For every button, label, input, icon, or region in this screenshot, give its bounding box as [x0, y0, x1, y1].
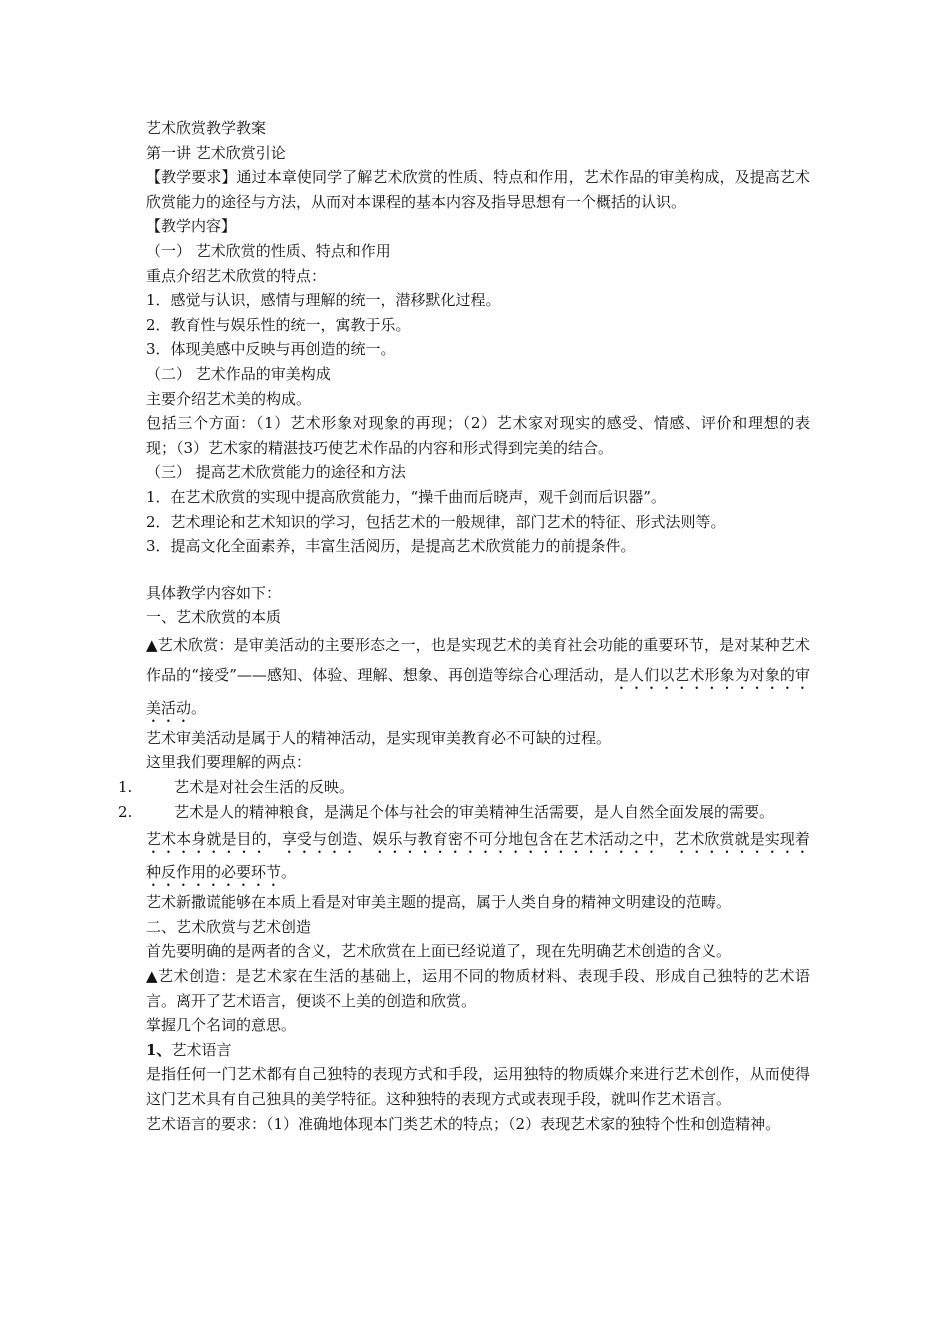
section-3-item: 2．艺术理论和艺术知识的学习，包括艺术的一般规律，部门艺术的特征、形式法则等。 — [146, 512, 726, 531]
aesthetic-activity-text: 艺术审美活动是属于人的精神活动，是实现审美教育必不可缺的过程。 — [146, 728, 612, 747]
part-1-title: 一、艺术欣赏的本质 — [146, 608, 282, 627]
part-2-intro: 首先要明确的是两者的含义，艺术欣赏在上面已经说道了，现在先明确艺术创造的含义。 — [146, 942, 732, 961]
teaching-requirements: 【教学要求】通过本章使同学了解艺术欣赏的性质、特点和作用，艺术作品的审美构成，及提高艺术欣赏能力的途径与方法，从而对本课程的基本内容及指导思想有一个概括的认识。 — [146, 168, 810, 211]
document-title: 艺术欣赏教学教案 — [146, 119, 267, 137]
term-1-title: 艺术语言 — [171, 1040, 232, 1059]
point-number: 2. — [118, 802, 133, 821]
document-page — [118, 116, 810, 1136]
detail-intro: 具体教学内容如下： — [146, 583, 282, 602]
term-1-definition: 是指任何一门艺术都有自己独特的表现方式和手段，运用独特的物质媒介来进行艺术创作，从而使得这门艺术具有自己独具的美学特征。这种独特的表现方式或表现手段，就叫作艺术语言。 — [146, 1065, 810, 1108]
term-1-heading — [146, 1038, 810, 1063]
appreciation-definition — [146, 630, 810, 726]
section-1-title: （一） 艺术欣赏的性质、特点和作用 — [146, 241, 391, 260]
part-2-title: 二、艺术欣赏与艺术创造 — [146, 917, 312, 936]
appreciation-definition-text: ▲艺术欣赏：是审美活动的主要形态之一，也是实现艺术的美育社会功能的重要环节，是对某种艺术作品的“接受”——感知、体验、理解、想象、再创造等综合心理活动， — [146, 635, 810, 684]
point-item — [118, 775, 810, 800]
term-1-requirements: 艺术语言的要求：（1）准确地体现本门类艺术的特点；（2）表现艺术家的独特个性和创造精神。 — [146, 1114, 781, 1133]
point-item — [118, 800, 810, 825]
term-1-number: 1、 — [146, 1040, 172, 1059]
two-points-intro: 这里我们要理解的两点： — [146, 753, 312, 772]
section-3-title: （三） 提高艺术欣赏能力的途径和方法 — [146, 463, 406, 482]
section-3-item: 1．在艺术欣赏的实现中提高欣赏能力，“操千曲而后晓声，观千剑而后识器”。 — [146, 487, 666, 506]
section-1-item: 1．感觉与认识，感情与理解的统一，潜移默化过程。 — [146, 291, 501, 310]
section-2-intro: 主要介绍艺术美的构成。 — [146, 389, 312, 408]
art-essence-text: 艺术新撒谎能够在本质上看是对审美主题的提高，属于人类自身的精神文明建设的范畴。 — [146, 893, 732, 912]
point-text: 艺术是人的精神粮食，是满足个体与社会的审美精神生活需要，是人自然全面发展的需要。 — [174, 802, 775, 821]
section-2-text: 包括三个方面：（1）艺术形象对现象的再现；（2）艺术家对现实的感受、情感、评价和理想的表现；（3）艺术家的精湛技巧使艺术作品的内容和形式得到完美的结合。 — [146, 414, 810, 457]
section-2-title: （二） 艺术作品的审美构成 — [146, 364, 331, 383]
section-3-item: 3．提高文化全面素养，丰富生活阅历，是提高艺术欣赏能力的前提条件。 — [146, 537, 636, 556]
content-heading: 【教学内容】 — [146, 217, 237, 236]
section-1-item: 2．教育性与娱乐性的统一，寓教于乐。 — [146, 315, 411, 334]
art-itself-text — [146, 824, 810, 890]
art-itself-emphasis: 艺术本身就是目的，享受与创造、娱乐与教育密不可分地包含在艺术活动之中，艺术欣赏就是实现着种反作用的必要环节。 — [146, 830, 810, 882]
section-1-item: 3．体现美感中反映与再创造的统一。 — [146, 340, 396, 359]
creation-definition: ▲艺术创造：是艺术家在生活的基础上，运用不同的物质材料、表现手段、形成自己独特的艺术语言。离开了艺术语言，便谈不上美的创造和欣赏。 — [146, 967, 810, 1010]
point-text: 艺术是对社会生活的反映。 — [174, 778, 355, 797]
terms-intro: 掌握几个名词的意思。 — [146, 1016, 297, 1035]
appreciation-definition-emphasis: 是人们以艺术形象为对象的审美活动。 — [146, 665, 810, 717]
point-number: 1. — [118, 778, 133, 797]
section-1-intro: 重点介绍艺术欣赏的特点： — [146, 266, 327, 285]
lecture-subtitle: 第一讲 艺术欣赏引论 — [146, 143, 286, 162]
spacer — [146, 559, 810, 581]
